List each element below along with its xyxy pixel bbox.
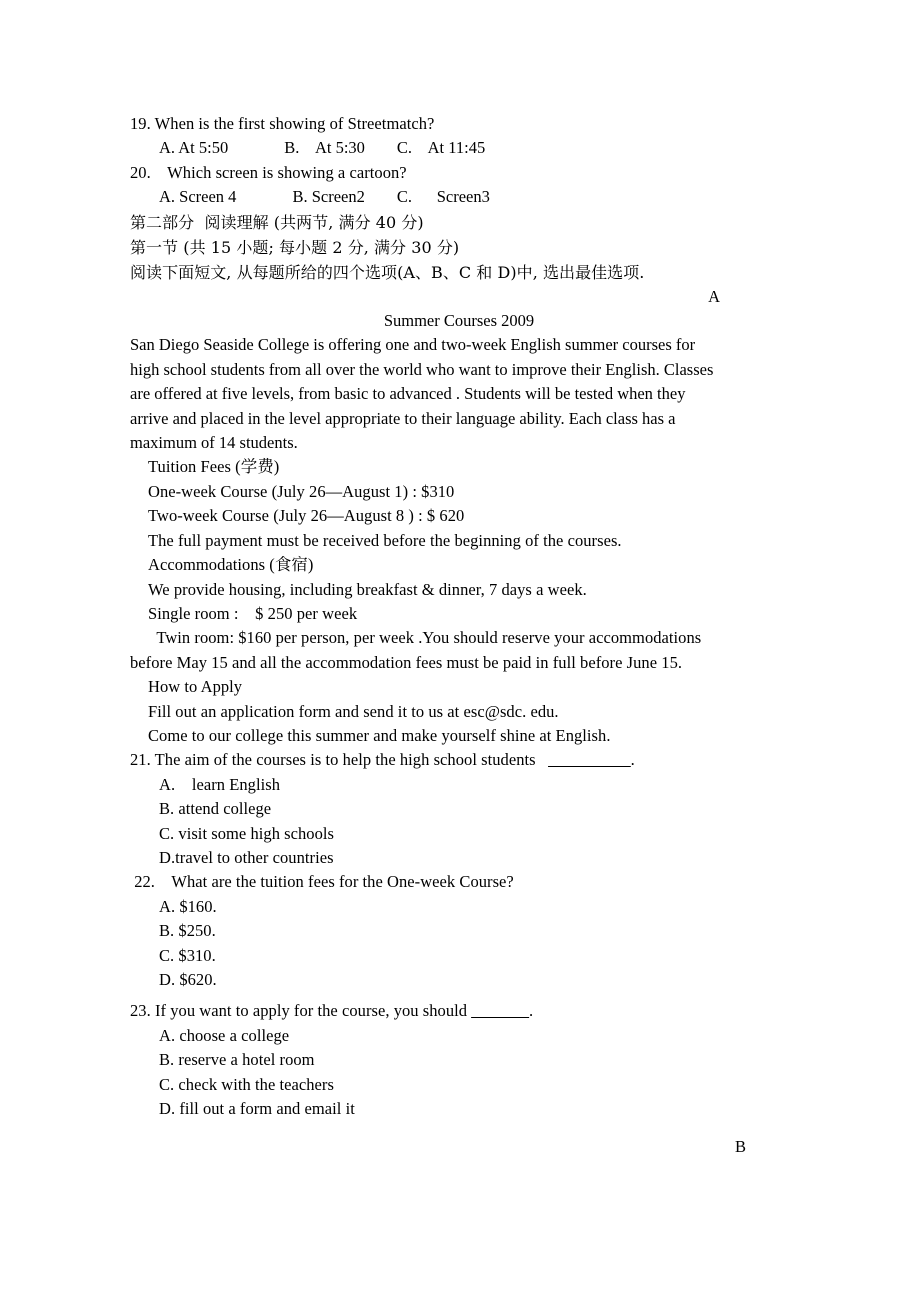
reading-instruction: 阅读下面短文, 从每题所给的四个选项(A、B、C 和 D)中, 选出最佳选项.	[130, 262, 645, 282]
question-19-option-c[interactable]: C. At 11:45	[396, 138, 486, 158]
accommodations-single-room: Single room : $ 250 per week	[148, 603, 358, 623]
question-21-option-c[interactable]: C. visit some high schools	[159, 823, 335, 843]
part-two-heading: 第二部分 阅读理解 (共两节, 满分 40 分)	[130, 212, 424, 232]
tuition-one-week: One-week Course (July 26—August 1) : $310	[148, 481, 455, 501]
passage-marker-a: A	[708, 286, 720, 306]
question-23-stem-text: 23. If you want to apply for the course, you should	[130, 1001, 468, 1021]
how-to-apply-line-2: Come to our college this summer and make yourself shine at English.	[148, 725, 611, 745]
accommodations-twin-room-line-1: Twin room: $160 per person, per week .You should reserve your accommodations	[148, 628, 702, 648]
question-21-option-a[interactable]: A. learn English	[159, 774, 281, 794]
accommodations-twin-room-line-2: before May 15 and all the accommodation fees must be paid in full before June 15.	[130, 652, 683, 672]
question-21-blank[interactable]: __________	[548, 750, 631, 770]
accommodations-housing: We provide housing, including breakfast & dinner, 7 days a week.	[148, 579, 587, 599]
passage-intro-line-3: are offered at five levels, from basic to advanced . Students will be tested when they	[130, 384, 686, 404]
how-to-apply-heading: How to Apply	[148, 677, 243, 697]
question-22-option-b[interactable]: B. $250.	[159, 921, 216, 941]
question-19-stem: 19. When is the first showing of Streetmatch?	[130, 114, 435, 133]
passage-intro-line-2: high school students from all over the world who want to improve their English. Classes	[130, 359, 714, 379]
question-20-option-b[interactable]: B. Screen2	[292, 187, 365, 207]
question-21-stem-suffix: .	[630, 750, 635, 770]
question-19-option-a[interactable]: A. At 5:50	[159, 138, 229, 158]
question-21-stem-text: 21. The aim of the courses is to help the high school students	[130, 750, 536, 770]
question-21-stem	[130, 748, 792, 772]
question-19-option-b[interactable]: B. At 5:30	[284, 138, 365, 158]
spacer	[130, 1121, 792, 1135]
question-23-option-c[interactable]: C. check with the teachers	[159, 1074, 334, 1094]
tuition-payment-note: The full payment must be received before the beginning of the courses.	[148, 530, 622, 550]
question-23-option-d[interactable]: D. fill out a form and email it	[159, 1099, 355, 1119]
question-23-option-a[interactable]: A. choose a college	[159, 1025, 290, 1045]
question-23-stem-suffix: .	[529, 1001, 534, 1021]
question-20-stem: 20. Which screen is showing a cartoon?	[130, 162, 407, 182]
passage-intro-line-4: arrive and placed in the level appropriate to their language ability. Each class has a	[130, 408, 676, 428]
accommodations-heading: Accommodations (食宿)	[148, 555, 314, 575]
page-content	[130, 112, 792, 1160]
question-22-option-d[interactable]: D. $620.	[159, 970, 217, 989]
question-23-stem	[130, 999, 792, 1023]
passage-intro-line-5: maximum of 14 students.	[130, 433, 298, 453]
question-21-option-b[interactable]: B. attend college	[159, 799, 272, 819]
question-22-option-a[interactable]: A. $160.	[159, 896, 217, 916]
tuition-two-week: Two-week Course (July 26—August 8 ) : $ 620	[148, 506, 465, 526]
spacer	[130, 992, 792, 999]
passage-title: Summer Courses 2009	[383, 311, 535, 331]
question-23-option-b[interactable]: B. reserve a hotel room	[159, 1050, 315, 1070]
passage-intro-line-1: San Diego Seaside College is offering one and two-week English summer courses for	[130, 335, 696, 355]
question-23-blank[interactable]: _______	[471, 1001, 530, 1021]
tuition-fees-heading: Tuition Fees (学费)	[148, 457, 280, 477]
question-22-stem: 22. What are the tuition fees for the One-week Course?	[130, 872, 514, 892]
question-20-options	[130, 185, 792, 209]
passage-marker-b: B	[734, 1137, 746, 1157]
question-19-options	[130, 136, 792, 160]
how-to-apply-line-1: Fill out an application form and send it to us at esc@sdc. edu.	[148, 701, 559, 721]
question-22-option-c[interactable]: C. $310.	[159, 945, 216, 965]
question-21-option-d[interactable]: D.travel to other countries	[159, 847, 334, 867]
question-20-option-c[interactable]: C. Screen3	[396, 187, 490, 207]
question-20-option-a[interactable]: A. Screen 4	[159, 187, 237, 207]
section-one-heading: 第一节 (共 15 小题; 每小题 2 分, 满分 30 分)	[130, 237, 460, 257]
